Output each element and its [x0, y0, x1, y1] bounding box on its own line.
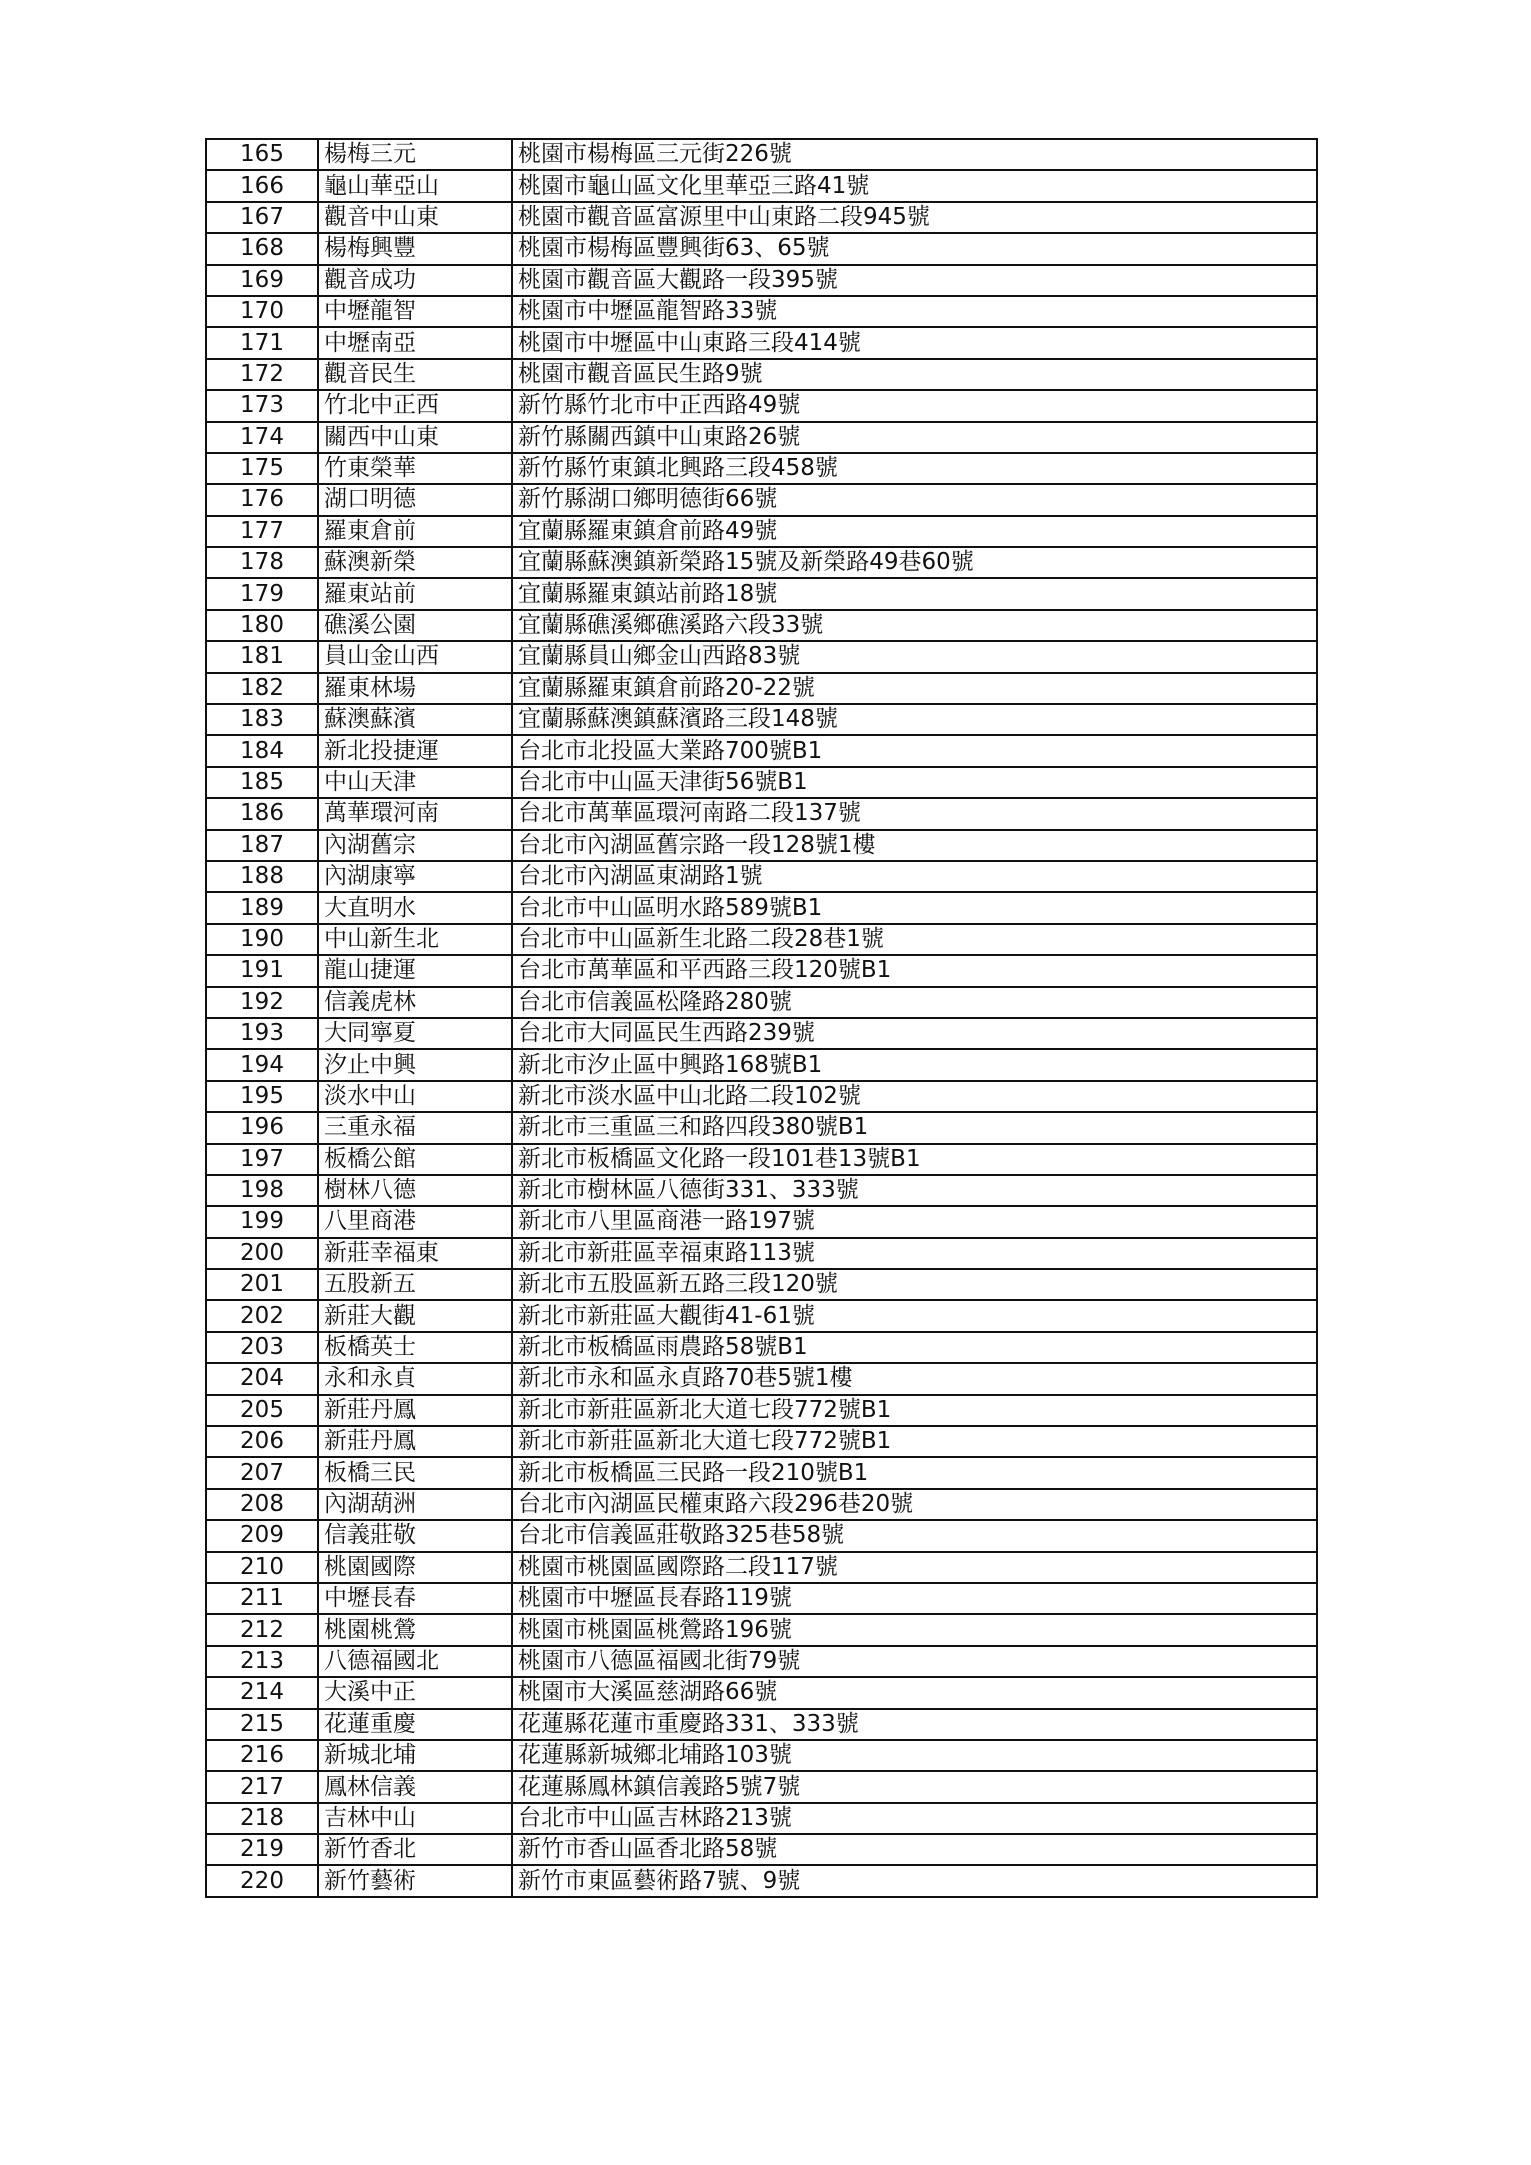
table-row [206, 955, 1317, 986]
store-address-cell: 花蓮縣新城鄉北埔路103號 [512, 1740, 1317, 1771]
store-number-cell: 188 [206, 861, 318, 892]
store-number-cell: 201 [206, 1269, 318, 1300]
store-number-cell: 197 [206, 1144, 318, 1175]
table-row [206, 1771, 1317, 1802]
table-row [206, 767, 1317, 798]
store-address-cell: 台北市內湖區民權東路六段296巷20號 [512, 1489, 1317, 1520]
store-address-cell: 新北市五股區新五路三段120號 [512, 1269, 1317, 1300]
store-name-cell: 龜山華亞山 [318, 170, 512, 201]
store-address-cell: 新北市淡水區中山北路二段102號 [512, 1081, 1317, 1112]
table-row [206, 327, 1317, 358]
table-row [206, 1175, 1317, 1206]
store-name-cell: 關西中山東 [318, 422, 512, 453]
store-address-cell: 新竹市東區藝術路7號、9號 [512, 1865, 1317, 1896]
store-name-cell: 吉林中山 [318, 1803, 512, 1834]
store-address-cell: 新北市新莊區新北大道七段772號B1 [512, 1395, 1317, 1426]
table-row [206, 547, 1317, 578]
store-name-cell: 板橋英士 [318, 1332, 512, 1363]
store-name-cell: 羅東站前 [318, 578, 512, 609]
table-row [206, 1489, 1317, 1520]
store-number-cell: 211 [206, 1583, 318, 1614]
store-name-cell: 內湖舊宗 [318, 830, 512, 861]
store-name-cell: 樹林八德 [318, 1175, 512, 1206]
table-row [206, 233, 1317, 264]
table-row [206, 1395, 1317, 1426]
store-name-cell: 觀音成功 [318, 265, 512, 296]
store-number-cell: 181 [206, 641, 318, 672]
table-row [206, 1614, 1317, 1645]
table-row [206, 1865, 1317, 1896]
store-address-cell: 宜蘭縣礁溪鄉礁溪路六段33號 [512, 610, 1317, 641]
store-name-cell: 桃園桃鶯 [318, 1614, 512, 1645]
store-name-cell: 花蓮重慶 [318, 1709, 512, 1740]
table-row [206, 390, 1317, 421]
store-name-cell: 大溪中正 [318, 1677, 512, 1708]
store-name-cell: 鳳林信義 [318, 1771, 512, 1802]
store-number-cell: 217 [206, 1771, 318, 1802]
store-name-cell: 中壢長春 [318, 1583, 512, 1614]
store-address-cell: 台北市北投區大業路700號B1 [512, 735, 1317, 766]
store-name-cell: 汐止中興 [318, 1049, 512, 1080]
store-address-cell: 桃園市八德區福國北街79號 [512, 1646, 1317, 1677]
store-number-cell: 213 [206, 1646, 318, 1677]
store-address-cell: 新竹縣湖口鄉明德街66號 [512, 484, 1317, 515]
table-row [206, 578, 1317, 609]
store-name-cell: 板橋三民 [318, 1457, 512, 1488]
store-address-cell: 桃園市中壢區長春路119號 [512, 1583, 1317, 1614]
store-list-table [205, 138, 1318, 1898]
store-address-cell: 桃園市龜山區文化里華亞三路41號 [512, 170, 1317, 201]
store-number-cell: 218 [206, 1803, 318, 1834]
table-row [206, 1803, 1317, 1834]
store-number-cell: 212 [206, 1614, 318, 1645]
table-row [206, 484, 1317, 515]
store-address-cell: 新北市樹林區八德街331、333號 [512, 1175, 1317, 1206]
store-address-cell: 台北市萬華區和平西路三段120號B1 [512, 955, 1317, 986]
table-row [206, 1520, 1317, 1551]
table-row [206, 1834, 1317, 1865]
store-number-cell: 178 [206, 547, 318, 578]
store-address-cell: 台北市內湖區東湖路1號 [512, 861, 1317, 892]
store-number-cell: 198 [206, 1175, 318, 1206]
table-row [206, 359, 1317, 390]
table-row [206, 1269, 1317, 1300]
table-row [206, 1332, 1317, 1363]
store-address-cell: 桃園市中壢區中山東路三段414號 [512, 327, 1317, 358]
store-address-cell: 新北市新莊區新北大道七段772號B1 [512, 1426, 1317, 1457]
store-name-cell: 信義虎林 [318, 987, 512, 1018]
store-number-cell: 169 [206, 265, 318, 296]
store-name-cell: 員山金山西 [318, 641, 512, 672]
store-name-cell: 內湖康寧 [318, 861, 512, 892]
store-number-cell: 216 [206, 1740, 318, 1771]
store-address-cell: 宜蘭縣羅東鎮倉前路49號 [512, 516, 1317, 547]
store-name-cell: 蘇澳新榮 [318, 547, 512, 578]
store-number-cell: 210 [206, 1552, 318, 1583]
store-address-cell: 新北市板橋區三民路一段210號B1 [512, 1457, 1317, 1488]
store-number-cell: 189 [206, 892, 318, 923]
table-row [206, 170, 1317, 201]
store-name-cell: 中壢龍智 [318, 296, 512, 327]
store-name-cell: 新莊丹鳳 [318, 1395, 512, 1426]
table-row [206, 673, 1317, 704]
store-number-cell: 206 [206, 1426, 318, 1457]
store-address-cell: 台北市萬華區環河南路二段137號 [512, 798, 1317, 829]
store-address-cell: 新北市汐止區中興路168號B1 [512, 1049, 1317, 1080]
table-row [206, 892, 1317, 923]
table-row [206, 1709, 1317, 1740]
store-number-cell: 183 [206, 704, 318, 735]
store-name-cell: 中山天津 [318, 767, 512, 798]
table-row [206, 1300, 1317, 1331]
table-row [206, 1144, 1317, 1175]
table-row [206, 1583, 1317, 1614]
table-row [206, 1238, 1317, 1269]
store-address-cell: 新北市永和區永貞路70巷5號1樓 [512, 1363, 1317, 1394]
store-name-cell: 三重永福 [318, 1112, 512, 1143]
store-number-cell: 177 [206, 516, 318, 547]
store-number-cell: 202 [206, 1300, 318, 1331]
store-number-cell: 193 [206, 1018, 318, 1049]
table-row [206, 1426, 1317, 1457]
store-number-cell: 220 [206, 1865, 318, 1896]
store-address-cell: 宜蘭縣員山鄉金山西路83號 [512, 641, 1317, 672]
table-row [206, 1677, 1317, 1708]
store-address-cell: 台北市信義區松隆路280號 [512, 987, 1317, 1018]
store-name-cell: 羅東林場 [318, 673, 512, 704]
store-name-cell: 湖口明德 [318, 484, 512, 515]
store-number-cell: 168 [206, 233, 318, 264]
store-address-cell: 新北市板橋區文化路一段101巷13號B1 [512, 1144, 1317, 1175]
store-number-cell: 167 [206, 202, 318, 233]
store-name-cell: 觀音民生 [318, 359, 512, 390]
store-name-cell: 新城北埔 [318, 1740, 512, 1771]
store-name-cell: 楊梅三元 [318, 139, 512, 170]
store-address-cell: 新北市三重區三和路四段380號B1 [512, 1112, 1317, 1143]
store-address-cell: 桃園市楊梅區豐興街63、65號 [512, 233, 1317, 264]
store-name-cell: 五股新五 [318, 1269, 512, 1300]
store-number-cell: 175 [206, 453, 318, 484]
table-row [206, 704, 1317, 735]
store-address-cell: 台北市大同區民生西路239號 [512, 1018, 1317, 1049]
store-address-cell: 新北市新莊區大觀街41-61號 [512, 1300, 1317, 1331]
store-number-cell: 171 [206, 327, 318, 358]
store-number-cell: 203 [206, 1332, 318, 1363]
table-row [206, 610, 1317, 641]
table-row [206, 987, 1317, 1018]
store-number-cell: 191 [206, 955, 318, 986]
store-address-cell: 台北市中山區吉林路213號 [512, 1803, 1317, 1834]
store-address-cell: 桃園市觀音區民生路9號 [512, 359, 1317, 390]
store-name-cell: 信義莊敬 [318, 1520, 512, 1551]
store-number-cell: 176 [206, 484, 318, 515]
store-address-cell: 新竹縣竹東鎮北興路三段458號 [512, 453, 1317, 484]
store-name-cell: 礁溪公園 [318, 610, 512, 641]
store-number-cell: 190 [206, 924, 318, 955]
table-row [206, 861, 1317, 892]
table-row [206, 735, 1317, 766]
store-name-cell: 竹北中正西 [318, 390, 512, 421]
store-number-cell: 187 [206, 830, 318, 861]
store-number-cell: 215 [206, 1709, 318, 1740]
store-address-cell: 桃園市中壢區龍智路33號 [512, 296, 1317, 327]
table-row [206, 202, 1317, 233]
store-number-cell: 219 [206, 1834, 318, 1865]
table-row [206, 422, 1317, 453]
store-address-cell: 新竹縣關西鎮中山東路26號 [512, 422, 1317, 453]
store-number-cell: 199 [206, 1206, 318, 1237]
store-address-cell: 宜蘭縣羅東鎮站前路18號 [512, 578, 1317, 609]
table-row [206, 1018, 1317, 1049]
store-name-cell: 大同寧夏 [318, 1018, 512, 1049]
store-number-cell: 179 [206, 578, 318, 609]
table-row [206, 1206, 1317, 1237]
store-address-cell: 新竹市香山區香北路58號 [512, 1834, 1317, 1865]
store-name-cell: 萬華環河南 [318, 798, 512, 829]
store-number-cell: 209 [206, 1520, 318, 1551]
store-name-cell: 桃園國際 [318, 1552, 512, 1583]
store-address-cell: 桃園市大溪區慈湖路66號 [512, 1677, 1317, 1708]
table-row [206, 516, 1317, 547]
store-address-cell: 台北市信義區莊敬路325巷58號 [512, 1520, 1317, 1551]
store-name-cell: 楊梅興豐 [318, 233, 512, 264]
table-row [206, 296, 1317, 327]
store-name-cell: 新莊丹鳳 [318, 1426, 512, 1457]
store-number-cell: 200 [206, 1238, 318, 1269]
store-address-cell: 宜蘭縣蘇澳鎮新榮路15號及新榮路49巷60號 [512, 547, 1317, 578]
store-number-cell: 207 [206, 1457, 318, 1488]
store-address-cell: 台北市中山區天津街56號B1 [512, 767, 1317, 798]
table-row [206, 453, 1317, 484]
store-number-cell: 196 [206, 1112, 318, 1143]
store-number-cell: 165 [206, 139, 318, 170]
store-number-cell: 208 [206, 1489, 318, 1520]
store-number-cell: 186 [206, 798, 318, 829]
store-number-cell: 205 [206, 1395, 318, 1426]
store-number-cell: 194 [206, 1049, 318, 1080]
store-number-cell: 185 [206, 767, 318, 798]
store-name-cell: 新竹香北 [318, 1834, 512, 1865]
store-name-cell: 板橋公館 [318, 1144, 512, 1175]
store-number-cell: 184 [206, 735, 318, 766]
store-name-cell: 中壢南亞 [318, 327, 512, 358]
store-number-cell: 172 [206, 359, 318, 390]
table-row [206, 830, 1317, 861]
store-name-cell: 大直明水 [318, 892, 512, 923]
table-row [206, 1646, 1317, 1677]
store-address-cell: 新北市八里區商港一路197號 [512, 1206, 1317, 1237]
table-row [206, 265, 1317, 296]
store-number-cell: 170 [206, 296, 318, 327]
store-name-cell: 蘇澳蘇濱 [318, 704, 512, 735]
store-number-cell: 204 [206, 1363, 318, 1394]
store-address-cell: 桃園市觀音區大觀路一段395號 [512, 265, 1317, 296]
table-row [206, 924, 1317, 955]
table-row [206, 1049, 1317, 1080]
store-address-cell: 新北市新莊區幸福東路113號 [512, 1238, 1317, 1269]
store-address-cell: 宜蘭縣蘇澳鎮蘇濱路三段148號 [512, 704, 1317, 735]
store-address-cell: 台北市內湖區舊宗路一段128號1樓 [512, 830, 1317, 861]
table-row [206, 1457, 1317, 1488]
store-name-cell: 新竹藝術 [318, 1865, 512, 1896]
store-name-cell: 中山新生北 [318, 924, 512, 955]
store-address-cell: 桃園市楊梅區三元街226號 [512, 139, 1317, 170]
store-name-cell: 永和永貞 [318, 1363, 512, 1394]
store-address-cell: 台北市中山區新生北路二段28巷1號 [512, 924, 1317, 955]
store-address-cell: 宜蘭縣羅東鎮倉前路20-22號 [512, 673, 1317, 704]
store-address-cell: 桃園市桃園區國際路二段117號 [512, 1552, 1317, 1583]
table-row [206, 1363, 1317, 1394]
store-address-cell: 花蓮縣鳳林鎮信義路5號7號 [512, 1771, 1317, 1802]
store-name-cell: 龍山捷運 [318, 955, 512, 986]
store-address-cell: 新竹縣竹北市中正西路49號 [512, 390, 1317, 421]
store-address-cell: 桃園市觀音區富源里中山東路二段945號 [512, 202, 1317, 233]
store-name-cell: 淡水中山 [318, 1081, 512, 1112]
store-address-cell: 台北市中山區明水路589號B1 [512, 892, 1317, 923]
table-row [206, 139, 1317, 170]
table-row [206, 1552, 1317, 1583]
store-address-cell: 花蓮縣花蓮市重慶路331、333號 [512, 1709, 1317, 1740]
store-name-cell: 新莊大觀 [318, 1300, 512, 1331]
table-row [206, 1112, 1317, 1143]
table-row [206, 1740, 1317, 1771]
store-number-cell: 192 [206, 987, 318, 1018]
store-list-body [206, 139, 1317, 1897]
store-address-cell: 桃園市桃園區桃鶯路196號 [512, 1614, 1317, 1645]
store-number-cell: 214 [206, 1677, 318, 1708]
store-number-cell: 166 [206, 170, 318, 201]
store-name-cell: 新北投捷運 [318, 735, 512, 766]
store-name-cell: 新莊幸福東 [318, 1238, 512, 1269]
store-name-cell: 內湖葫洲 [318, 1489, 512, 1520]
store-name-cell: 觀音中山東 [318, 202, 512, 233]
store-address-cell: 新北市板橋區雨農路58號B1 [512, 1332, 1317, 1363]
store-number-cell: 180 [206, 610, 318, 641]
store-number-cell: 182 [206, 673, 318, 704]
store-name-cell: 竹東榮華 [318, 453, 512, 484]
table-row [206, 1081, 1317, 1112]
store-number-cell: 174 [206, 422, 318, 453]
store-name-cell: 八德福國北 [318, 1646, 512, 1677]
store-name-cell: 羅東倉前 [318, 516, 512, 547]
store-number-cell: 195 [206, 1081, 318, 1112]
table-row [206, 798, 1317, 829]
table-row [206, 641, 1317, 672]
store-number-cell: 173 [206, 390, 318, 421]
store-name-cell: 八里商港 [318, 1206, 512, 1237]
